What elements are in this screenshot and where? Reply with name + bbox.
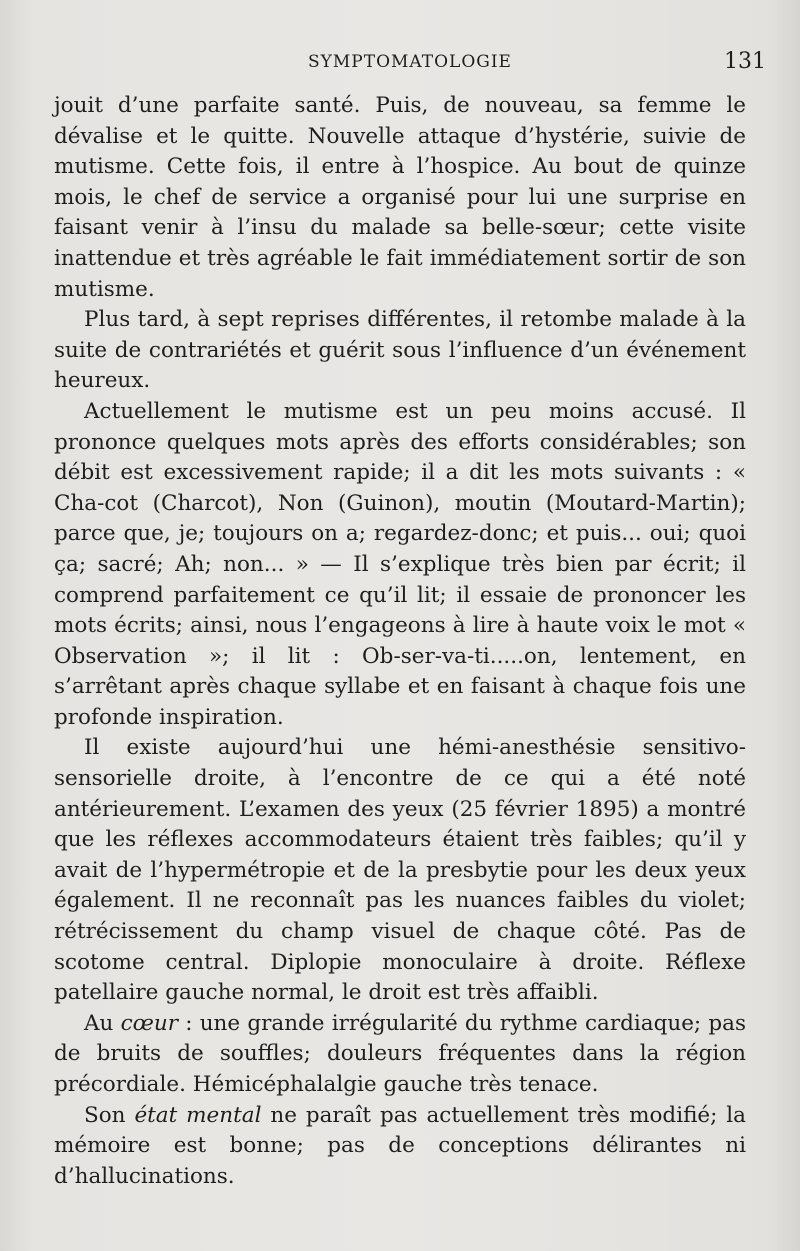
running-title: SYMPTOMATOLOGIE xyxy=(308,52,512,72)
paragraph-mental-state xyxy=(54,1101,746,1193)
heart-lead: Au xyxy=(84,1010,114,1036)
body-text xyxy=(54,91,746,1192)
running-head xyxy=(54,50,766,74)
page-number: 131 xyxy=(724,49,766,74)
paragraph-current-mutism: Actuellement le mutisme est un peu moins accusé. Il prononce quelques mots après des efforts considérables; son débit est excessivement rapide; il a dit les mots suivants : « Cha-cot (Charcot), Non (Guinon), moutin (Moutard-Martin); parce que, je; toujours on a; regardez-donc; et puis... oui; quoi ça; sacré; Ah; non... » — Il s’explique très bien par écrit; il comprend parfaitement ce qu’il lit; il essaie de prononcer les mots écrits; ainsi, nous l’engageons à lire à haute voix le mot « Observation »; il lit : Ob-ser-va-ti.....on, lentement, en s’arrêtant après chaque syllabe et en faisant à chaque fois une profonde inspiration. xyxy=(54,398,746,730)
paragraph-continuation: jouit d’une parfaite santé. Puis, de nouveau, sa femme le dévalise et le quitte. Nouvelle attaque d’hystérie, suivie de mutisme. Cette fois, il entre à l’hospice. Au bout de quinze mois, le chef de service a organisé pour lui une surprise en faisant venir à l’insu du malade sa belle-sœur; cette visite inattendue et très agréable le fait immédiatement sortir de son mutisme. xyxy=(54,93,746,302)
heart-rest: : une grande irrégularité du rythme cardiaque; pas de bruits de souffles; douleurs fréquentes dans la région précordiale. Hémicéphalalgie gauche très tenace. xyxy=(54,1010,746,1097)
paragraph-heart xyxy=(54,1009,746,1101)
paragraph-relapses: Plus tard, à sept reprises différentes, il retombe malade à la suite de contrariétés et guérit sous l’influence d’un événement heureux. xyxy=(54,307,746,394)
heart-emphasis: cœur xyxy=(120,1010,179,1036)
mental-lead: Son xyxy=(84,1102,126,1128)
mental-rest: ne paraît pas actuellement très modifié; la mémoire est bonne; pas de conceptions délirantes ni d’hallucinations. xyxy=(54,1102,746,1189)
paragraph-hemianesthesia: Il existe aujourd’hui une hémi-anesthésie sensitivo-sensorielle droite, à l’encontre de ce qui a été noté antérieurement. L’examen des yeux (25 février 1895) a montré que les réflexes accommodateurs étaient très faibles; qu’il y avait de l’hypermétropie et de la presbytie pour les deux yeux également. Il ne reconnaît pas les nuances faibles du violet; rétrécissement du champ visuel de chaque côté. Pas de scotome central. Diplopie monoculaire à droite. Réflexe patellaire gauche normal, le droit est très affaibli. xyxy=(54,735,746,1006)
mental-emphasis: état mental xyxy=(134,1102,262,1128)
